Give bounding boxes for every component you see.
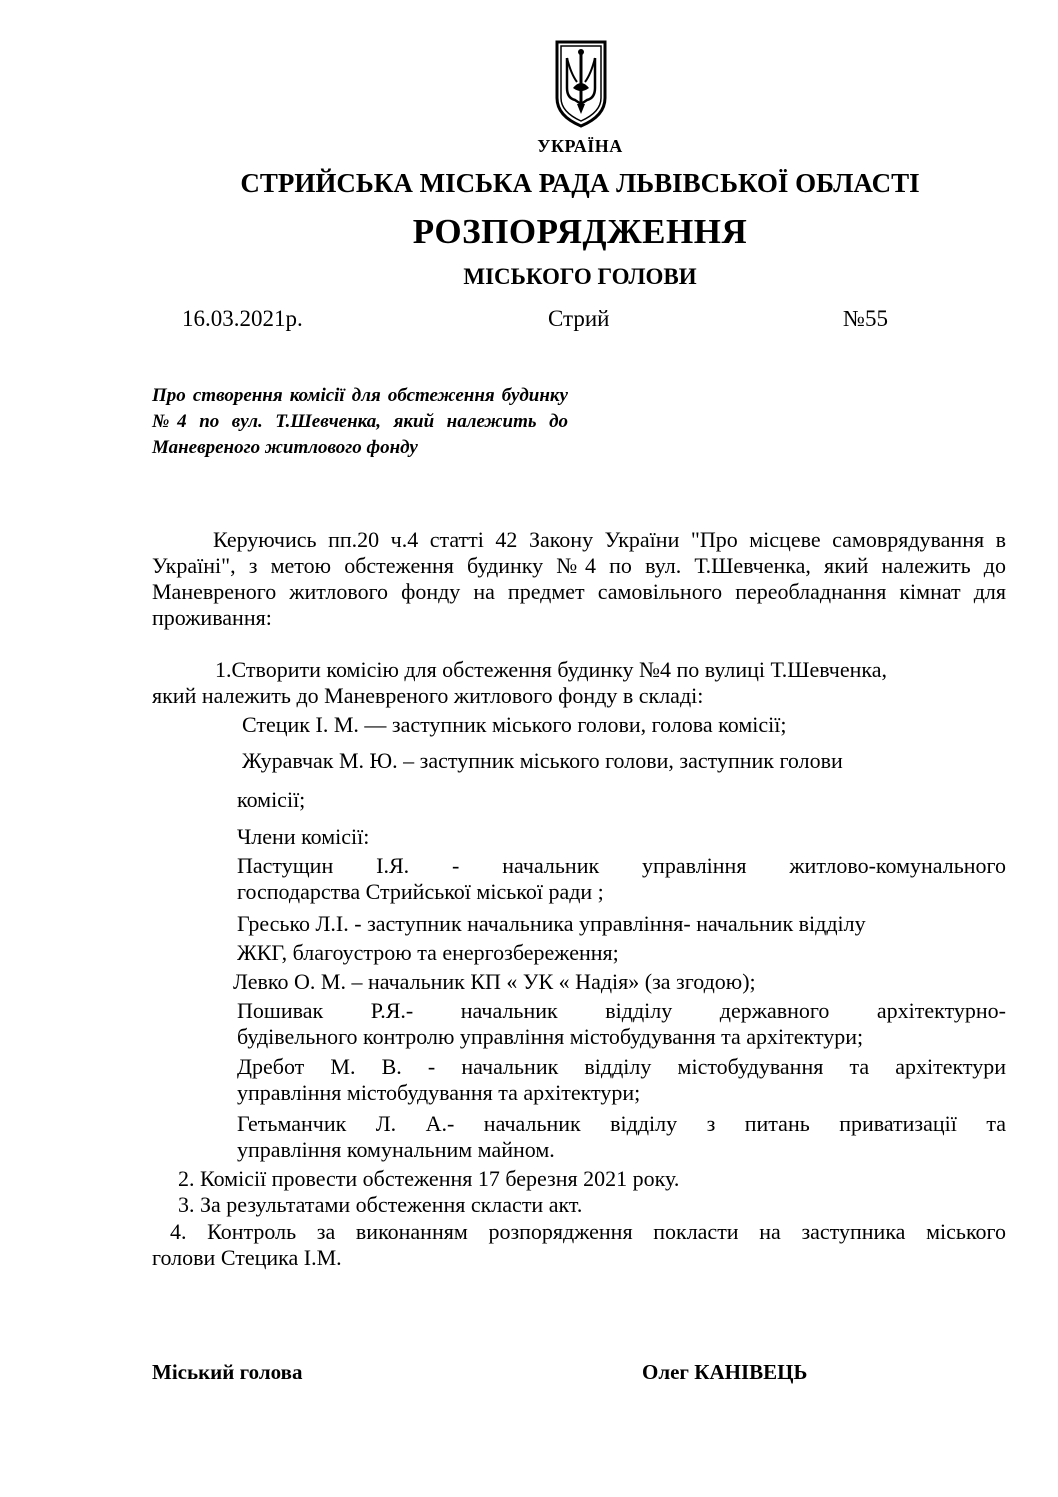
member-5-line-2: управління містобудування та архітектури; (237, 1080, 641, 1105)
item-4-line-2: голови Стецика І.М. (152, 1245, 342, 1270)
member-6-line-2: управління комунальним майном. (237, 1137, 555, 1162)
member-4-line-2: будівельного контролю управління містобудування та архітектури; (237, 1024, 864, 1049)
document-number: №55 (843, 306, 888, 331)
member-4-line-1 (237, 998, 1006, 1024)
commission-deputy-line-2: комісії; (237, 787, 306, 812)
commission-head: Стецик І. М. — заступник міського голови, голова комісії; (242, 712, 787, 737)
commission-deputy-line-1: Журавчак М. Ю. – заступник міського голови, заступник голови (242, 748, 843, 773)
member-5-line-1 (237, 1054, 1006, 1080)
issuer-title: МІСЬКОГО ГОЛОВИ (463, 264, 697, 289)
item-4-line-1 (170, 1219, 1006, 1245)
document-type-title: РОЗПОРЯДЖЕННЯ (412, 212, 748, 251)
member-2-line-1: Гресько Л.І. - заступник начальника управління- начальник відділу (237, 911, 866, 936)
member-1-line-1 (237, 853, 1006, 879)
member-1-line-2: господарства Стрийської міської ради ; (237, 879, 604, 904)
item-2: 2. Комісії провести обстеження 17 березня 2021 року. (178, 1166, 680, 1191)
item-1-line-2: який належить до Маневреного житлового фонду в складі: (152, 683, 704, 708)
member-6-line-1 (237, 1111, 1006, 1137)
members-label: Члени комісії: (237, 824, 370, 849)
trident-coat-of-arms-icon (553, 38, 609, 128)
signature-name: Олег КАНІВЕЦЬ (642, 1360, 808, 1384)
member-4-text: Пошивак Р.Я.- начальник відділу державного архітектурно- (237, 998, 1006, 1023)
intro-paragraph: Керуючись пп.20 ч.4 статті 42 Закону України "Про місцеве самоврядування в Україні", з метою обстеження будинку №4 по вул. Т.Шевченка, який належить до Маневреного житлового фонду на предмет самовільного переобладнання кімнат для проживання: (152, 527, 1006, 630)
member-6-text: Гетьманчик Л. А.- начальник відділу з питань приватизації та (237, 1111, 1006, 1136)
document-city: Стрий (548, 306, 610, 331)
member-3: Левко О. М. – начальник КП « УК « Надія» (за згодою); (233, 969, 756, 994)
member-5-text: Дребот М. В. - начальник відділу містобудування та архітектури (237, 1054, 1006, 1079)
item-4-text: 4. Контроль за виконанням розпорядження покласти на заступника міського (170, 1219, 1006, 1244)
document-subject: Про створення комісії для обстеження будинку №4 по вул. Т.Шевченка, який належить до Маневреного житлового фонду (152, 385, 568, 458)
council-name: СТРИЙСЬКА МІСЬКА РАДА ЛЬВІВСЬКОЇ ОБЛАСТІ (240, 168, 920, 198)
signature-position: Міський голова (152, 1360, 303, 1384)
member-1-text: Пастущин І.Я. - начальник управління житлово-комунального (237, 853, 1006, 878)
member-2-line-2: ЖКГ, благоустрою та енергозбереження; (237, 940, 619, 965)
item-1-line-1: 1.Створити комісію для обстеження будинку №4 по вулиці Т.Шевченка, (215, 657, 887, 682)
document-date: 16.03.2021р. (182, 306, 303, 331)
item-3: 3. За результатами обстеження скласти акт. (178, 1192, 583, 1217)
country-name: УКРАЇНА (537, 136, 623, 156)
